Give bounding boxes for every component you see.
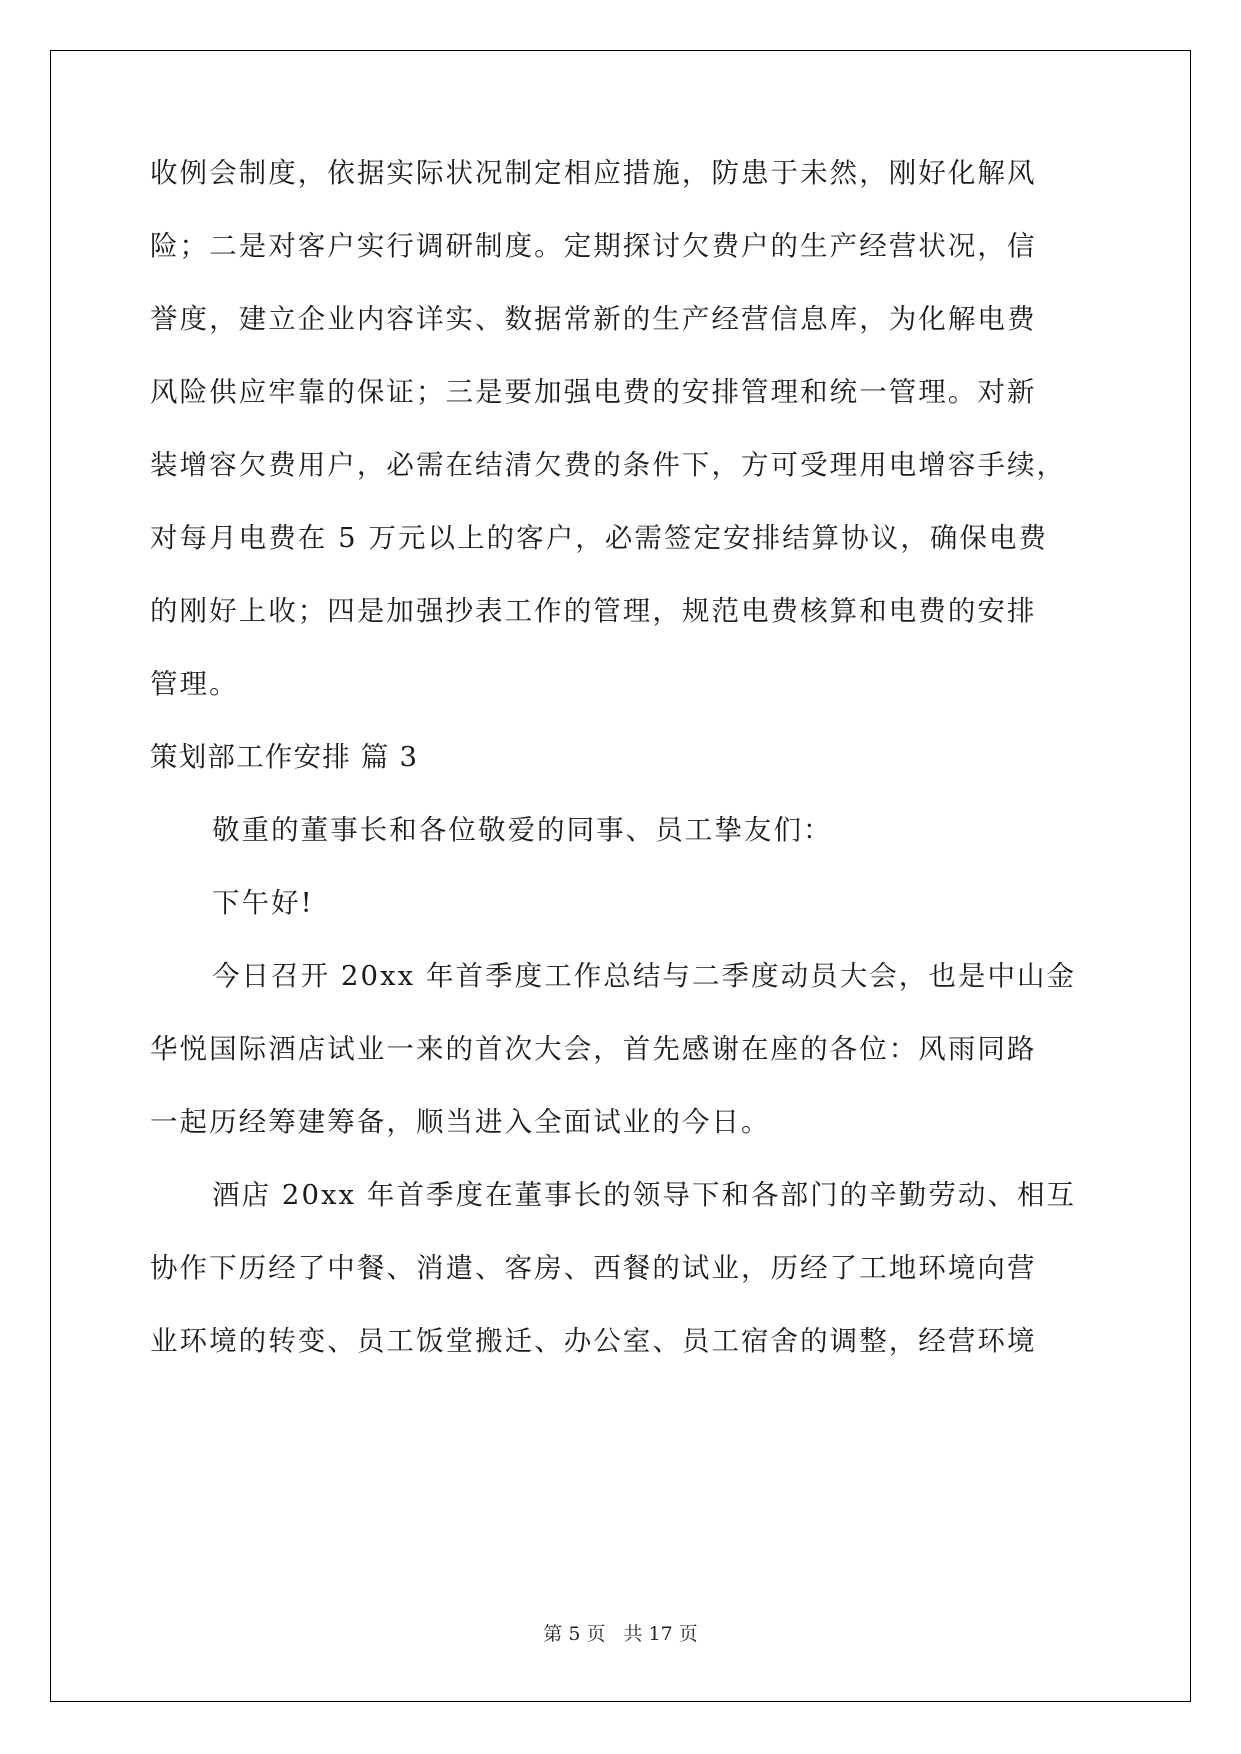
paragraph-line: 的刚好上收；四是加强抄表工作的管理，规范电费核算和电费的安排 [150,595,1037,627]
paragraph-line: 管理。 [150,668,239,700]
salutation: 敬重的董事长和各位敬爱的同事、员工挚友们： [212,814,833,846]
paragraph-line: 一起历经筹建筹备，顺当进入全面试业的今日。 [150,1106,771,1138]
paragraph-line: 华悦国际酒店试业一来的首次大会，首先感谢在座的各位：风雨同路 [150,1033,1037,1065]
paragraph-line: 险；二是对客户实行调研制度。定期探讨欠费户的生产经营状况，信 [150,230,1037,262]
paragraph-line: 酒店 20xx 年首季度在董事长的领导下和各部门的辛勤劳动、相互 [212,1179,1077,1211]
paragraph-line: 今日召开 20xx 年首季度工作总结与二季度动员大会，也是中山金 [212,960,1077,992]
paragraph-line: 誉度，建立企业内容详实、数据常新的生产经营信息库，为化解电费 [150,303,1037,335]
paragraph-line: 收例会制度，依据实际状况制定相应措施，防患于未然，刚好化解风 [150,157,1037,189]
page-number: 第 5 页 [543,1623,606,1645]
paragraph-line: 风险供应牢靠的保证；三是要加强电费的安排管理和统一管理。对新 [150,376,1037,408]
paragraph-line: 装增容欠费用户，必需在结清欠费的条件下，方可受理用电增容手续， [150,449,1067,481]
paragraph-line: 对每月电费在 5 万元以上的客户，必需签定安排结算协议，确保电费 [150,522,1049,554]
page-total: 共 17 页 [623,1623,698,1645]
paragraph-line: 协作下历经了中餐、消遣、客房、西餐的试业，历经了工地环境向营 [150,1252,1037,1284]
section-heading: 策划部工作安排 篇 3 [150,741,419,773]
greeting: 下午好! [212,887,314,919]
page-footer [0,1622,1241,1646]
page-border [50,50,1191,1702]
paragraph-line: 业环境的转变、员工饭堂搬迁、办公室、员工宿舍的调整，经营环境 [150,1325,1037,1357]
